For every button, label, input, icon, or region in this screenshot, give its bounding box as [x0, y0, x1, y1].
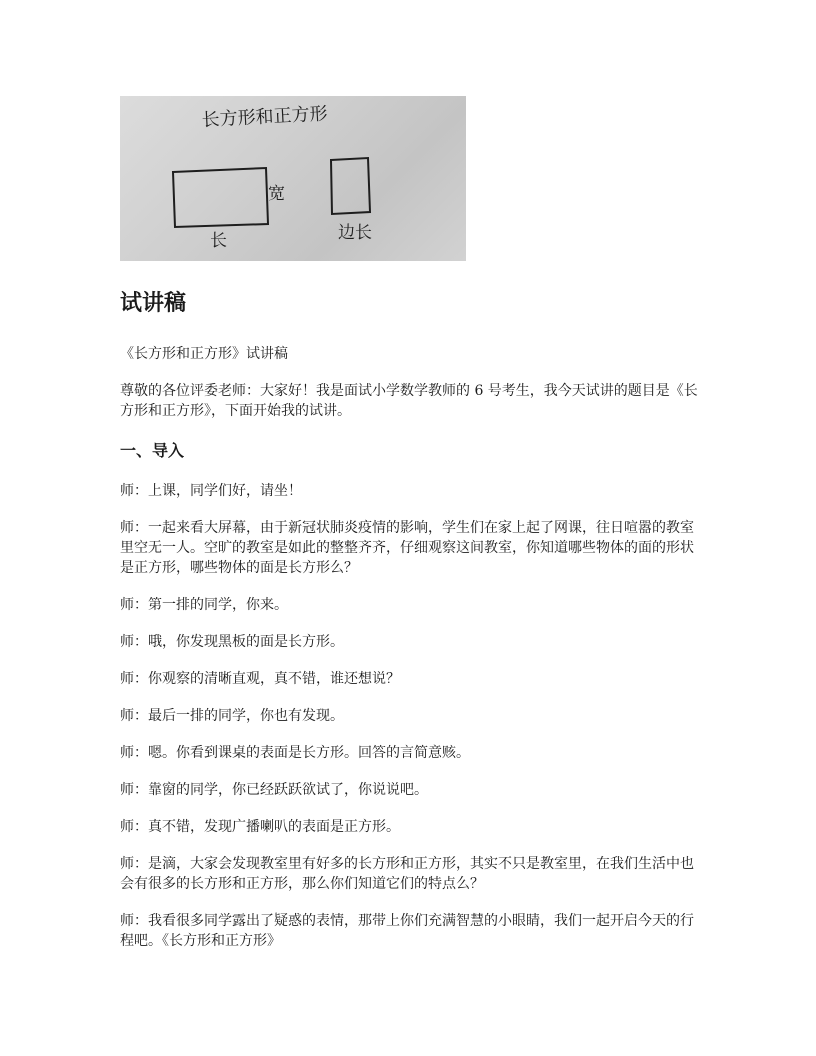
sketch-drawing	[120, 96, 466, 261]
rectangle-sketch	[173, 168, 268, 227]
intro-paragraph: 尊敬的各位评委老师：大家好！我是面试小学数学教师的 6 号考生，我今天试讲的题目是《长方形和正方形》，下面开始我的试讲。	[120, 383, 698, 419]
dialogue-paragraph: 师：哦，你发现黑板的面是长方形。	[120, 634, 344, 650]
dialogue-paragraph: 师：你观察的清晰直观，真不错，谁还想说？	[120, 671, 400, 687]
section-heading: 一、导入	[120, 441, 185, 460]
dialogue-paragraph: 师：靠窗的同学，你已经跃跃欲试了，你说说吧。	[120, 782, 428, 798]
dialogue-paragraph: 师：我看很多同学露出了疑惑的表情，那带上你们充满智慧的小眼睛，我们一起开启今天的行程吧。《长方形和正方形》	[120, 913, 694, 949]
dialogue-paragraph: 师：嗯。你看到课桌的表面是长方形。回答的言简意赅。	[120, 745, 470, 761]
sketch-title: 长方形和正方形	[201, 103, 329, 131]
square-sketch	[331, 158, 370, 214]
dialogue-paragraph: 师：第一排的同学，你来。	[120, 597, 288, 613]
handwritten-sketch-photo	[120, 96, 466, 261]
dialogue-paragraph: 师：是滴，大家会发现教室里有好多的长方形和正方形，其实不只是教室里，在我们生活中也会有很多的长方形和正方形，那么你们知道它们的特点么？	[120, 856, 694, 892]
label-width: 宽	[268, 184, 285, 204]
page-title: 试讲稿	[120, 291, 187, 316]
label-length: 长	[210, 231, 227, 251]
label-side-length: 边长	[338, 223, 372, 243]
document-body	[120, 288, 700, 951]
dialogue-paragraph: 师：一起来看大屏幕，由于新冠状肺炎疫情的影响，学生们在家上起了网课，往日喧嚣的教室里空无一人。空旷的教室是如此的整整齐齐，仔细观察这间教室，你知道哪些物体的面的形状是正方形，哪些物体的面是长方形么？	[120, 520, 694, 576]
dialogue-paragraph: 师：最后一排的同学，你也有发现。	[120, 708, 344, 724]
dialogue-paragraph: 师：上课，同学们好，请坐！	[120, 483, 302, 499]
dialogue-paragraph: 师：真不错，发现广播喇叭的表面是正方形。	[120, 819, 400, 835]
lesson-subtitle: 《长方形和正方形》试讲稿	[120, 346, 288, 362]
